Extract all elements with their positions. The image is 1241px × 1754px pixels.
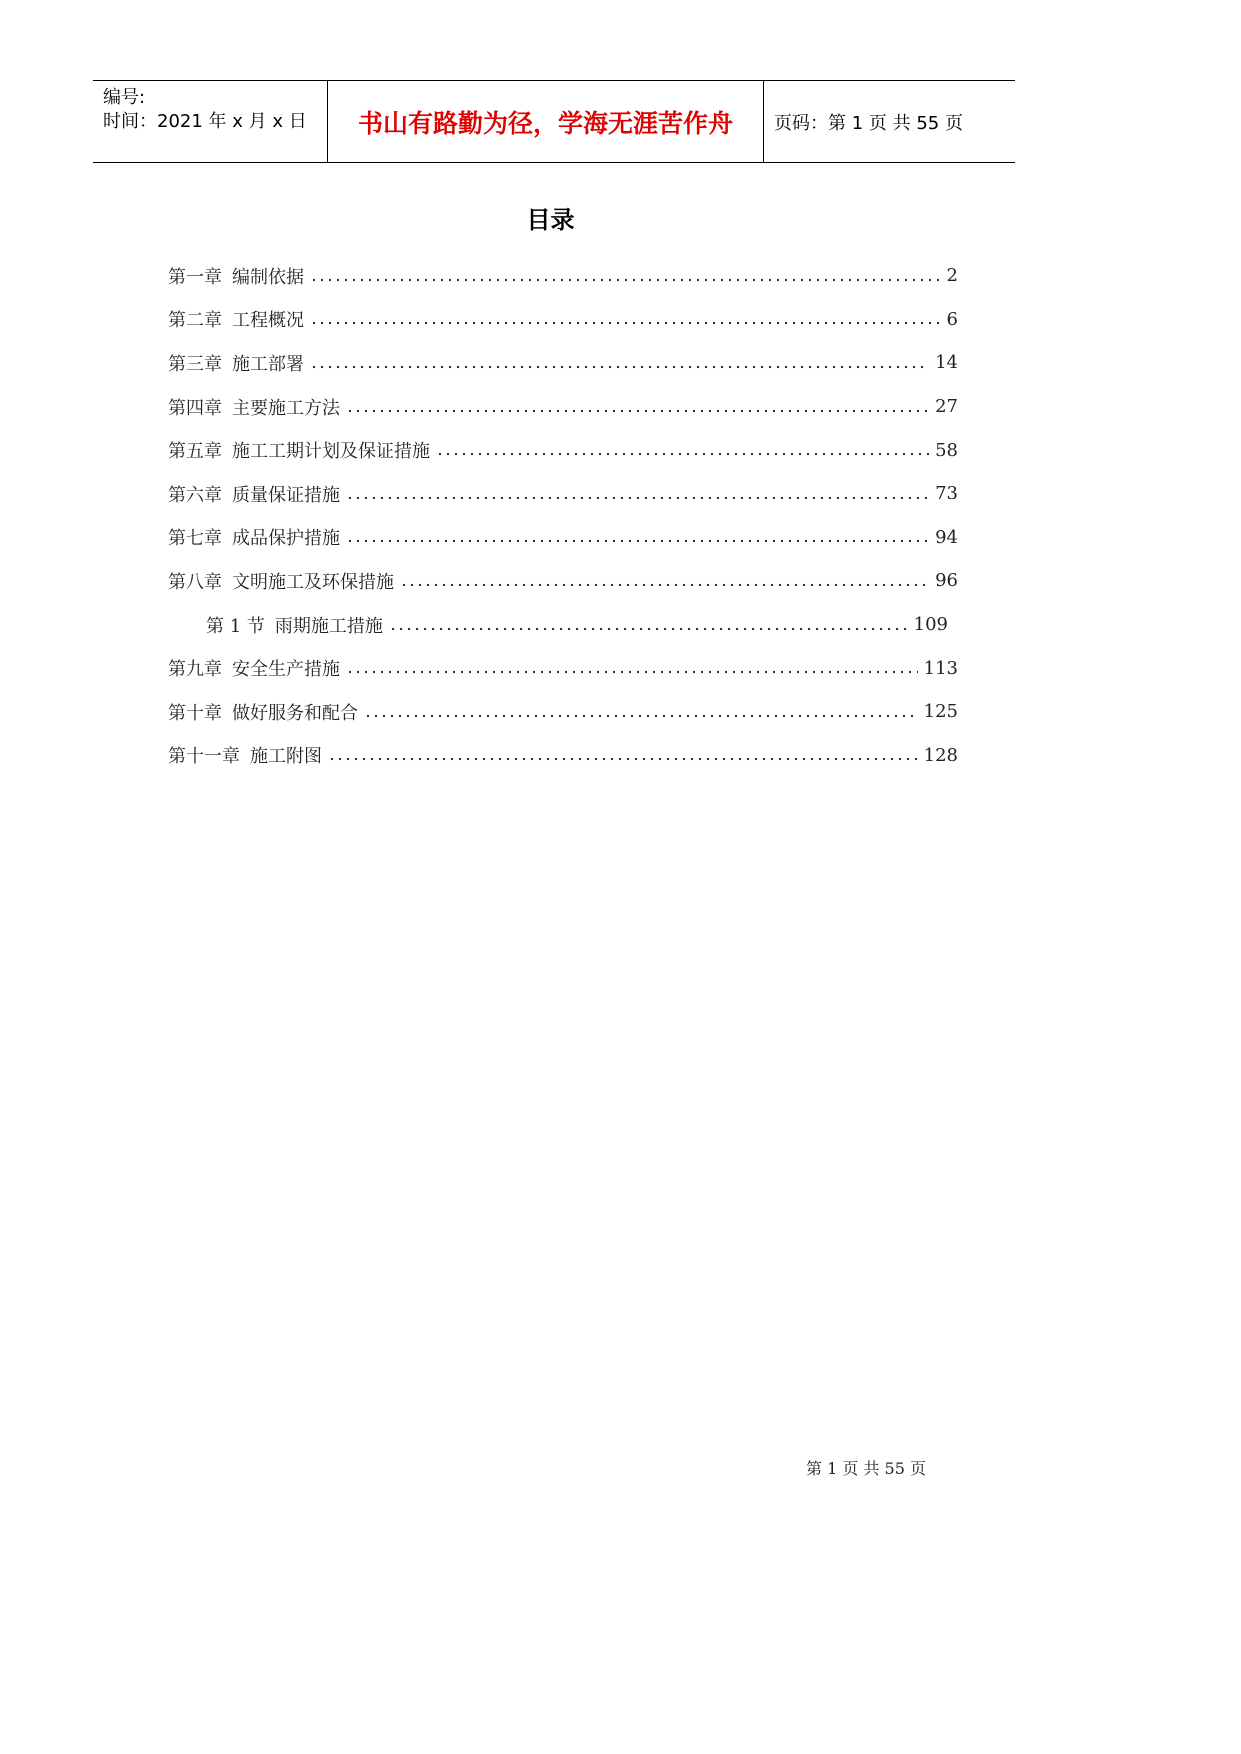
toc-page-number: 58 bbox=[935, 439, 958, 461]
toc-leader-dots bbox=[364, 705, 918, 719]
toc-entry-title: 工程概况 bbox=[232, 310, 304, 332]
toc-page-number: 125 bbox=[923, 701, 958, 723]
toc-page-number: 128 bbox=[923, 744, 958, 766]
toc-chapter: 第四章 bbox=[168, 397, 222, 419]
toc-chapter: 第三章 bbox=[168, 353, 222, 375]
toc-leader-dots bbox=[346, 487, 929, 501]
toc-entry[interactable] bbox=[168, 516, 958, 560]
toc-page-number: 109 bbox=[913, 614, 948, 636]
toc-entry[interactable] bbox=[168, 428, 958, 472]
toc-entry-title: 做好服务和配合 bbox=[232, 702, 358, 724]
toc-page-number: 14 bbox=[935, 352, 958, 374]
toc-chapter: 第十一章 bbox=[168, 746, 240, 768]
toc-entry[interactable] bbox=[168, 646, 958, 690]
toc-page-number: 6 bbox=[946, 308, 958, 330]
toc-entry[interactable] bbox=[168, 385, 958, 429]
toc-entry[interactable] bbox=[168, 341, 958, 385]
toc-chapter: 第二章 bbox=[168, 310, 222, 332]
document-time-label: 时间：2021 年 x 月 x 日 bbox=[103, 111, 307, 132]
toc-page-number: 73 bbox=[935, 483, 958, 505]
toc-chapter: 第七章 bbox=[168, 528, 222, 550]
toc-entry[interactable] bbox=[168, 254, 958, 298]
toc-entry-title: 主要施工方法 bbox=[232, 397, 340, 419]
toc-chapter: 第一章 bbox=[168, 266, 222, 288]
toc-chapter: 第十章 bbox=[168, 702, 222, 724]
toc-entry-title: 施工工期计划及保证措施 bbox=[232, 441, 430, 463]
toc-entry-title: 编制依据 bbox=[232, 266, 304, 288]
toc-entry-title: 施工部署 bbox=[232, 353, 304, 375]
toc-leader-dots bbox=[400, 574, 929, 588]
header-motto-cell bbox=[328, 81, 764, 162]
toc-chapter: 第九章 bbox=[168, 659, 222, 681]
toc-leader-dots bbox=[389, 618, 908, 632]
toc-chapter: 第八章 bbox=[168, 571, 222, 593]
toc-entry-title: 成品保护措施 bbox=[232, 528, 340, 550]
toc-chapter: 第六章 bbox=[168, 484, 222, 506]
toc-entry[interactable] bbox=[168, 734, 958, 778]
toc-subentry[interactable] bbox=[168, 603, 948, 647]
toc-leader-dots bbox=[310, 269, 941, 283]
toc-entry[interactable] bbox=[168, 472, 958, 516]
document-number-label: 编号: bbox=[103, 87, 146, 108]
toc-entry[interactable] bbox=[168, 559, 958, 603]
toc-entry-title: 施工附图 bbox=[250, 746, 322, 768]
document-header bbox=[93, 80, 1015, 163]
toc-leader-dots bbox=[346, 400, 929, 414]
table-of-contents bbox=[168, 254, 958, 777]
toc-entry-title: 雨期施工措施 bbox=[274, 615, 383, 637]
toc-leader-dots bbox=[328, 748, 918, 762]
toc-leader-dots bbox=[436, 443, 929, 457]
toc-chapter: 第五章 bbox=[168, 441, 222, 463]
toc-page-number: 96 bbox=[935, 570, 958, 592]
toc-entry[interactable] bbox=[168, 298, 958, 342]
toc-entry-title: 质量保证措施 bbox=[232, 484, 340, 506]
toc-title: 目录 bbox=[526, 206, 575, 234]
toc-page-number: 113 bbox=[923, 657, 958, 679]
toc-leader-dots bbox=[346, 661, 918, 675]
toc-leader-dots bbox=[310, 356, 929, 370]
toc-page-number: 2 bbox=[946, 265, 958, 287]
page-footer: 第 1 页 共 55 页 bbox=[806, 1459, 926, 1478]
toc-entry-title: 文明施工及环保措施 bbox=[232, 571, 394, 593]
header-page-cell bbox=[764, 81, 1015, 162]
toc-leader-dots bbox=[346, 530, 929, 544]
header-motto: 书山有路勤为径，学海无涯苦作舟 bbox=[357, 108, 733, 138]
toc-leader-dots bbox=[310, 312, 941, 326]
header-meta-cell bbox=[93, 81, 328, 162]
toc-page-number: 27 bbox=[935, 396, 958, 418]
toc-entry-title: 安全生产措施 bbox=[232, 659, 340, 681]
toc-section: 第 1 节 bbox=[206, 615, 265, 637]
toc-entry[interactable] bbox=[168, 690, 958, 734]
toc-page-number: 94 bbox=[935, 526, 958, 548]
header-page-code: 页码：第 1 页 共 55 页 bbox=[774, 112, 963, 134]
